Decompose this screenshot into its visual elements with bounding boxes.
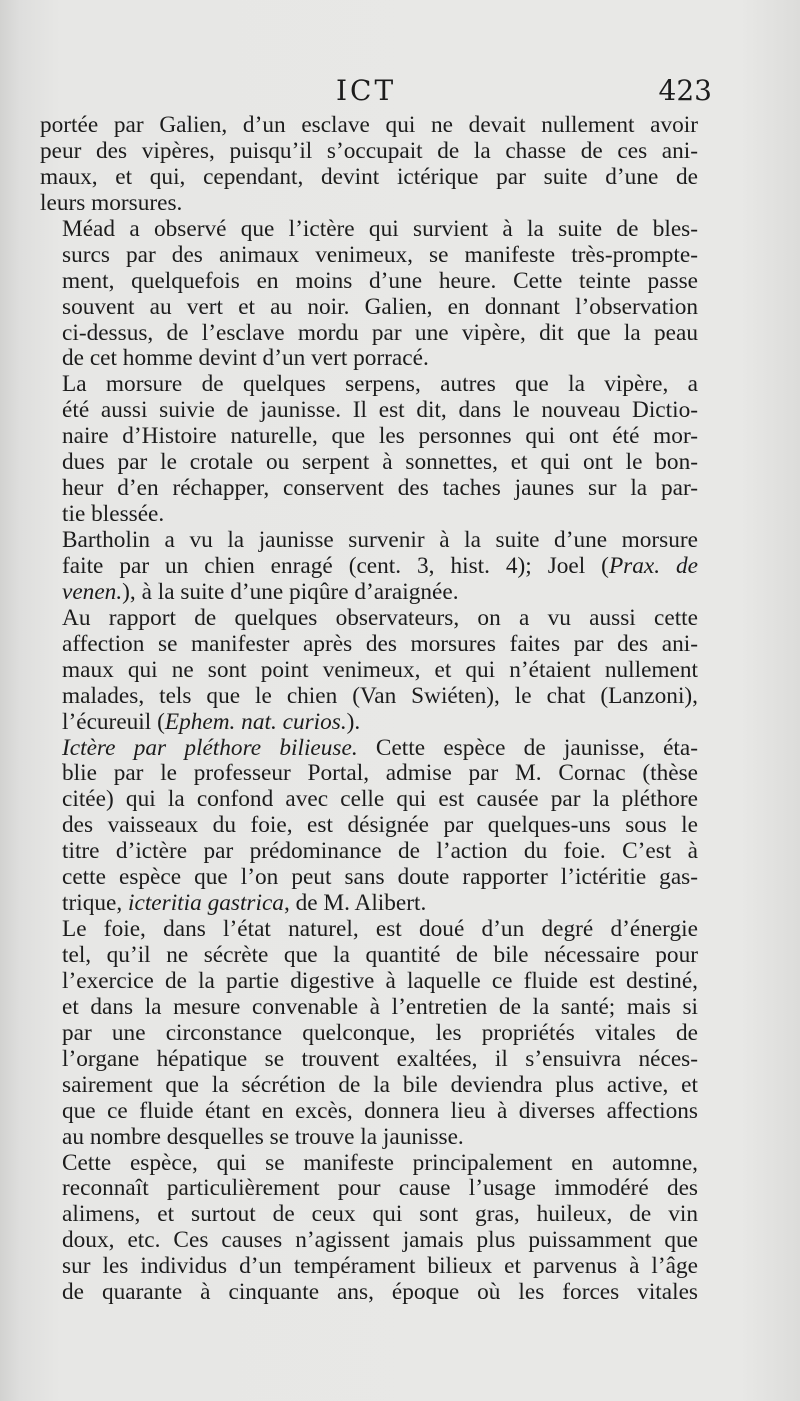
text-line: maux, et qui, cependant, devint ictérique par suite d’une de bbox=[40, 163, 698, 190]
text-line: reconnaît particulièrement pour cause l’usage immodéré des bbox=[62, 1175, 698, 1202]
text-line: citée) qui la confond avec celle qui est causée par la pléthore bbox=[62, 786, 698, 813]
text-line: maux qui ne sont point venimeux, et qui n’étaient nullement bbox=[62, 656, 698, 683]
running-head: ICT bbox=[336, 74, 397, 107]
text-line: l’écureuil (Ephem. nat. curios.). bbox=[62, 708, 361, 735]
paragraph bbox=[40, 372, 698, 528]
text-line: faite par un chien enragé (cent. 3, hist. 4); Joel (Prax. de bbox=[62, 552, 698, 579]
italic-text: icteritia gastrica bbox=[128, 890, 284, 917]
text-line: trique, icteritia gastrica, de M. Alibert. bbox=[62, 890, 427, 917]
text-line: l’organe hépatique se trouvent exaltées, il s’ensuivra néces- bbox=[62, 1045, 698, 1072]
text-line: portée par Galien, d’un esclave qui ne devait nullement avoir bbox=[40, 112, 698, 138]
text-line: sairement que la sécrétion de la bile deviendra plus active, et bbox=[62, 1071, 698, 1098]
text-line: Méad a observé que l’ictère qui survient à la suite de bles- bbox=[62, 215, 698, 242]
text-line: l’exercice de la partie digestive à laquelle ce fluide est destiné, bbox=[62, 967, 698, 994]
paragraph bbox=[40, 528, 698, 606]
text-line: souvent au vert et au noir. Galien, en donnant l’observation bbox=[62, 293, 698, 320]
paragraph bbox=[40, 606, 698, 736]
text-line: surcs par des animaux venimeux, se manifeste très-prompte- bbox=[62, 241, 698, 268]
text-line: malades, tels que le chien (Van Swiéten), le chat (Lanzoni), bbox=[62, 682, 698, 709]
text-line: Ictère par pléthore bilieuse. Cette espèce de jaunisse, éta- bbox=[62, 734, 698, 761]
text-line: et dans la mesure convenable à l’entretien de la santé; mais si bbox=[62, 993, 698, 1020]
text-line: dues par le crotale ou serpent à sonnettes, et qui ont le bon- bbox=[62, 449, 698, 476]
text-line: affection se manifester après des morsures faites par des ani- bbox=[62, 630, 698, 657]
paragraph bbox=[40, 113, 698, 217]
text-line: Le foie, dans l’état naturel, est doué d’un degré d’énergie bbox=[62, 916, 698, 943]
body-text bbox=[40, 113, 698, 1306]
text-line: tel, qu’il ne sécrète que la quantité de bile nécessaire pour bbox=[62, 942, 698, 968]
text-line: Au rapport de quelques observateurs, on a vu aussi cette bbox=[62, 604, 698, 631]
text-line: de cet homme devint d’un vert porracé. bbox=[62, 345, 429, 372]
paragraph bbox=[40, 917, 698, 1150]
italic-text: Prax. de bbox=[608, 552, 698, 579]
text-line: alimens, et surtout de ceux qui sont gras, huileux, de vin bbox=[62, 1201, 698, 1228]
text-line: heur d’en réchapper, conservent des taches jaunes sur la par- bbox=[62, 475, 698, 502]
text-line: été aussi suivie de jaunisse. Il est dit, dans le nouveau Dictio- bbox=[62, 397, 698, 424]
text-line: titre d’ictère par prédominance de l’action du foie. C’est à bbox=[62, 838, 698, 865]
text-line: Bartholin a vu la jaunisse survenir à la suite d’une morsure bbox=[62, 527, 698, 553]
text-line: tie blessée. bbox=[62, 501, 165, 528]
page-number: 423 bbox=[658, 74, 712, 107]
text-line: naire d’Histoire naturelle, que les personnes qui ont été mor- bbox=[62, 423, 698, 450]
text-line: cette espèce que l’on peut sans doute rapporter l’ictéritie gas- bbox=[62, 864, 698, 891]
italic-text: Ictère par pléthore bilieuse. bbox=[62, 734, 358, 761]
text-line: ci-dessus, de l’esclave mordu par une vipère, dit que la peau bbox=[62, 319, 698, 346]
page-header bbox=[40, 72, 712, 112]
text-line: blie par le professeur Portal, admise par M. Cornac (thèse bbox=[62, 760, 698, 787]
text-line: peur des vipères, puisqu’il s’occupait de la chasse de ces ani- bbox=[40, 137, 698, 164]
text-line: sur les individus d’un tempérament bilieux et parvenus à l’âge bbox=[62, 1253, 698, 1280]
text-line: de quarante à cinquante ans, époque où les forces vitales bbox=[62, 1279, 698, 1306]
text-line: que ce fluide étant en excès, donnera lieu à diverses affections bbox=[62, 1097, 698, 1124]
italic-text: Ephem. nat. curios. bbox=[164, 708, 347, 735]
text-line: doux, etc. Ces causes n’agissent jamais plus puissamment que bbox=[62, 1227, 698, 1254]
text-line: leurs morsures. bbox=[40, 189, 183, 216]
text-line: La morsure de quelques serpens, autres que la vipère, a bbox=[62, 371, 698, 398]
text-line: ment, quelquefois en moins d’une heure. Cette teinte passe bbox=[62, 267, 698, 294]
paragraph bbox=[40, 217, 698, 373]
paragraph bbox=[40, 736, 698, 918]
text-line: au nombre desquelles se trouve la jaunisse. bbox=[62, 1123, 464, 1150]
text-line: des vaisseaux du foie, est désignée par quelques-uns sous le bbox=[62, 812, 698, 839]
text-line: Cette espèce, qui se manifeste principalement en automne, bbox=[62, 1149, 698, 1176]
text-line: venen.), à la suite d’une piqûre d’araignée. bbox=[62, 578, 459, 605]
paragraph bbox=[40, 1151, 698, 1307]
text-line: par une circonstance quelconque, les propriétés vitales de bbox=[62, 1019, 698, 1046]
italic-text: venen. bbox=[62, 578, 123, 605]
